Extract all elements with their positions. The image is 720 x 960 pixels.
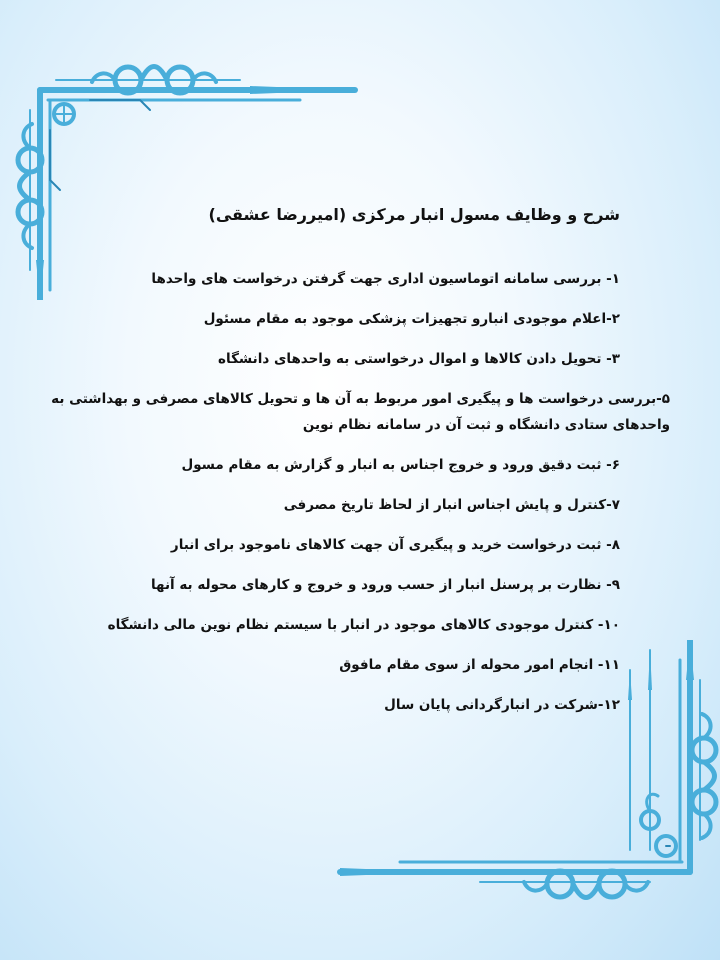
list-item: ۳- تحویل دادن کالاها و اموال درخواستی به واحدهای دانشگاه xyxy=(218,351,620,367)
document-title: شرح و وظایف مسول انبار مرکزی (امیررضا عشقی) xyxy=(208,205,620,224)
list-item: ۱۰- کنترل موجودی کالاهای موجود در انبار با سیستم نظام نوین مالی دانشگاه xyxy=(107,617,620,633)
document-body xyxy=(50,205,670,732)
list-item: ۵-بررسی درخواست ها و پیگیری امور مربوط به آن ها و تحویل کالاهای مصرفی و بهداشتی به واحدهای ستادی دانشگاه و ثبت آن در سامانه نظام نوین xyxy=(51,391,670,433)
list-item: ۱- بررسی سامانه اتوماسیون اداری جهت گرفتن درخواست های واحدها xyxy=(151,271,620,287)
list-item: ۲-اعلام موجودی انبارو تجهیزات پزشکی موجود به مقام مسئول xyxy=(203,311,620,327)
duties-list xyxy=(50,266,670,718)
list-item: ۷-کنترل و پایش اجناس انبار از لحاظ تاریخ مصرفی xyxy=(283,497,620,513)
list-item: ۱۱- انجام امور محوله از سوی مقام مافوق xyxy=(339,657,620,673)
list-item: ۸- ثبت درخواست خرید و پیگیری آن جهت کالاهای ناموجود برای انبار xyxy=(170,537,620,553)
list-item: ۶- ثبت دقیق ورود و خروج اجناس به انبار و گزارش به مقام مسول xyxy=(181,457,620,473)
list-item: ۱۲-شرکت در انبارگردانی پایان سال xyxy=(384,697,620,713)
list-item: ۹- نظارت بر پرسنل انبار از حسب ورود و خروج و کارهای محوله به آنها xyxy=(150,577,620,593)
